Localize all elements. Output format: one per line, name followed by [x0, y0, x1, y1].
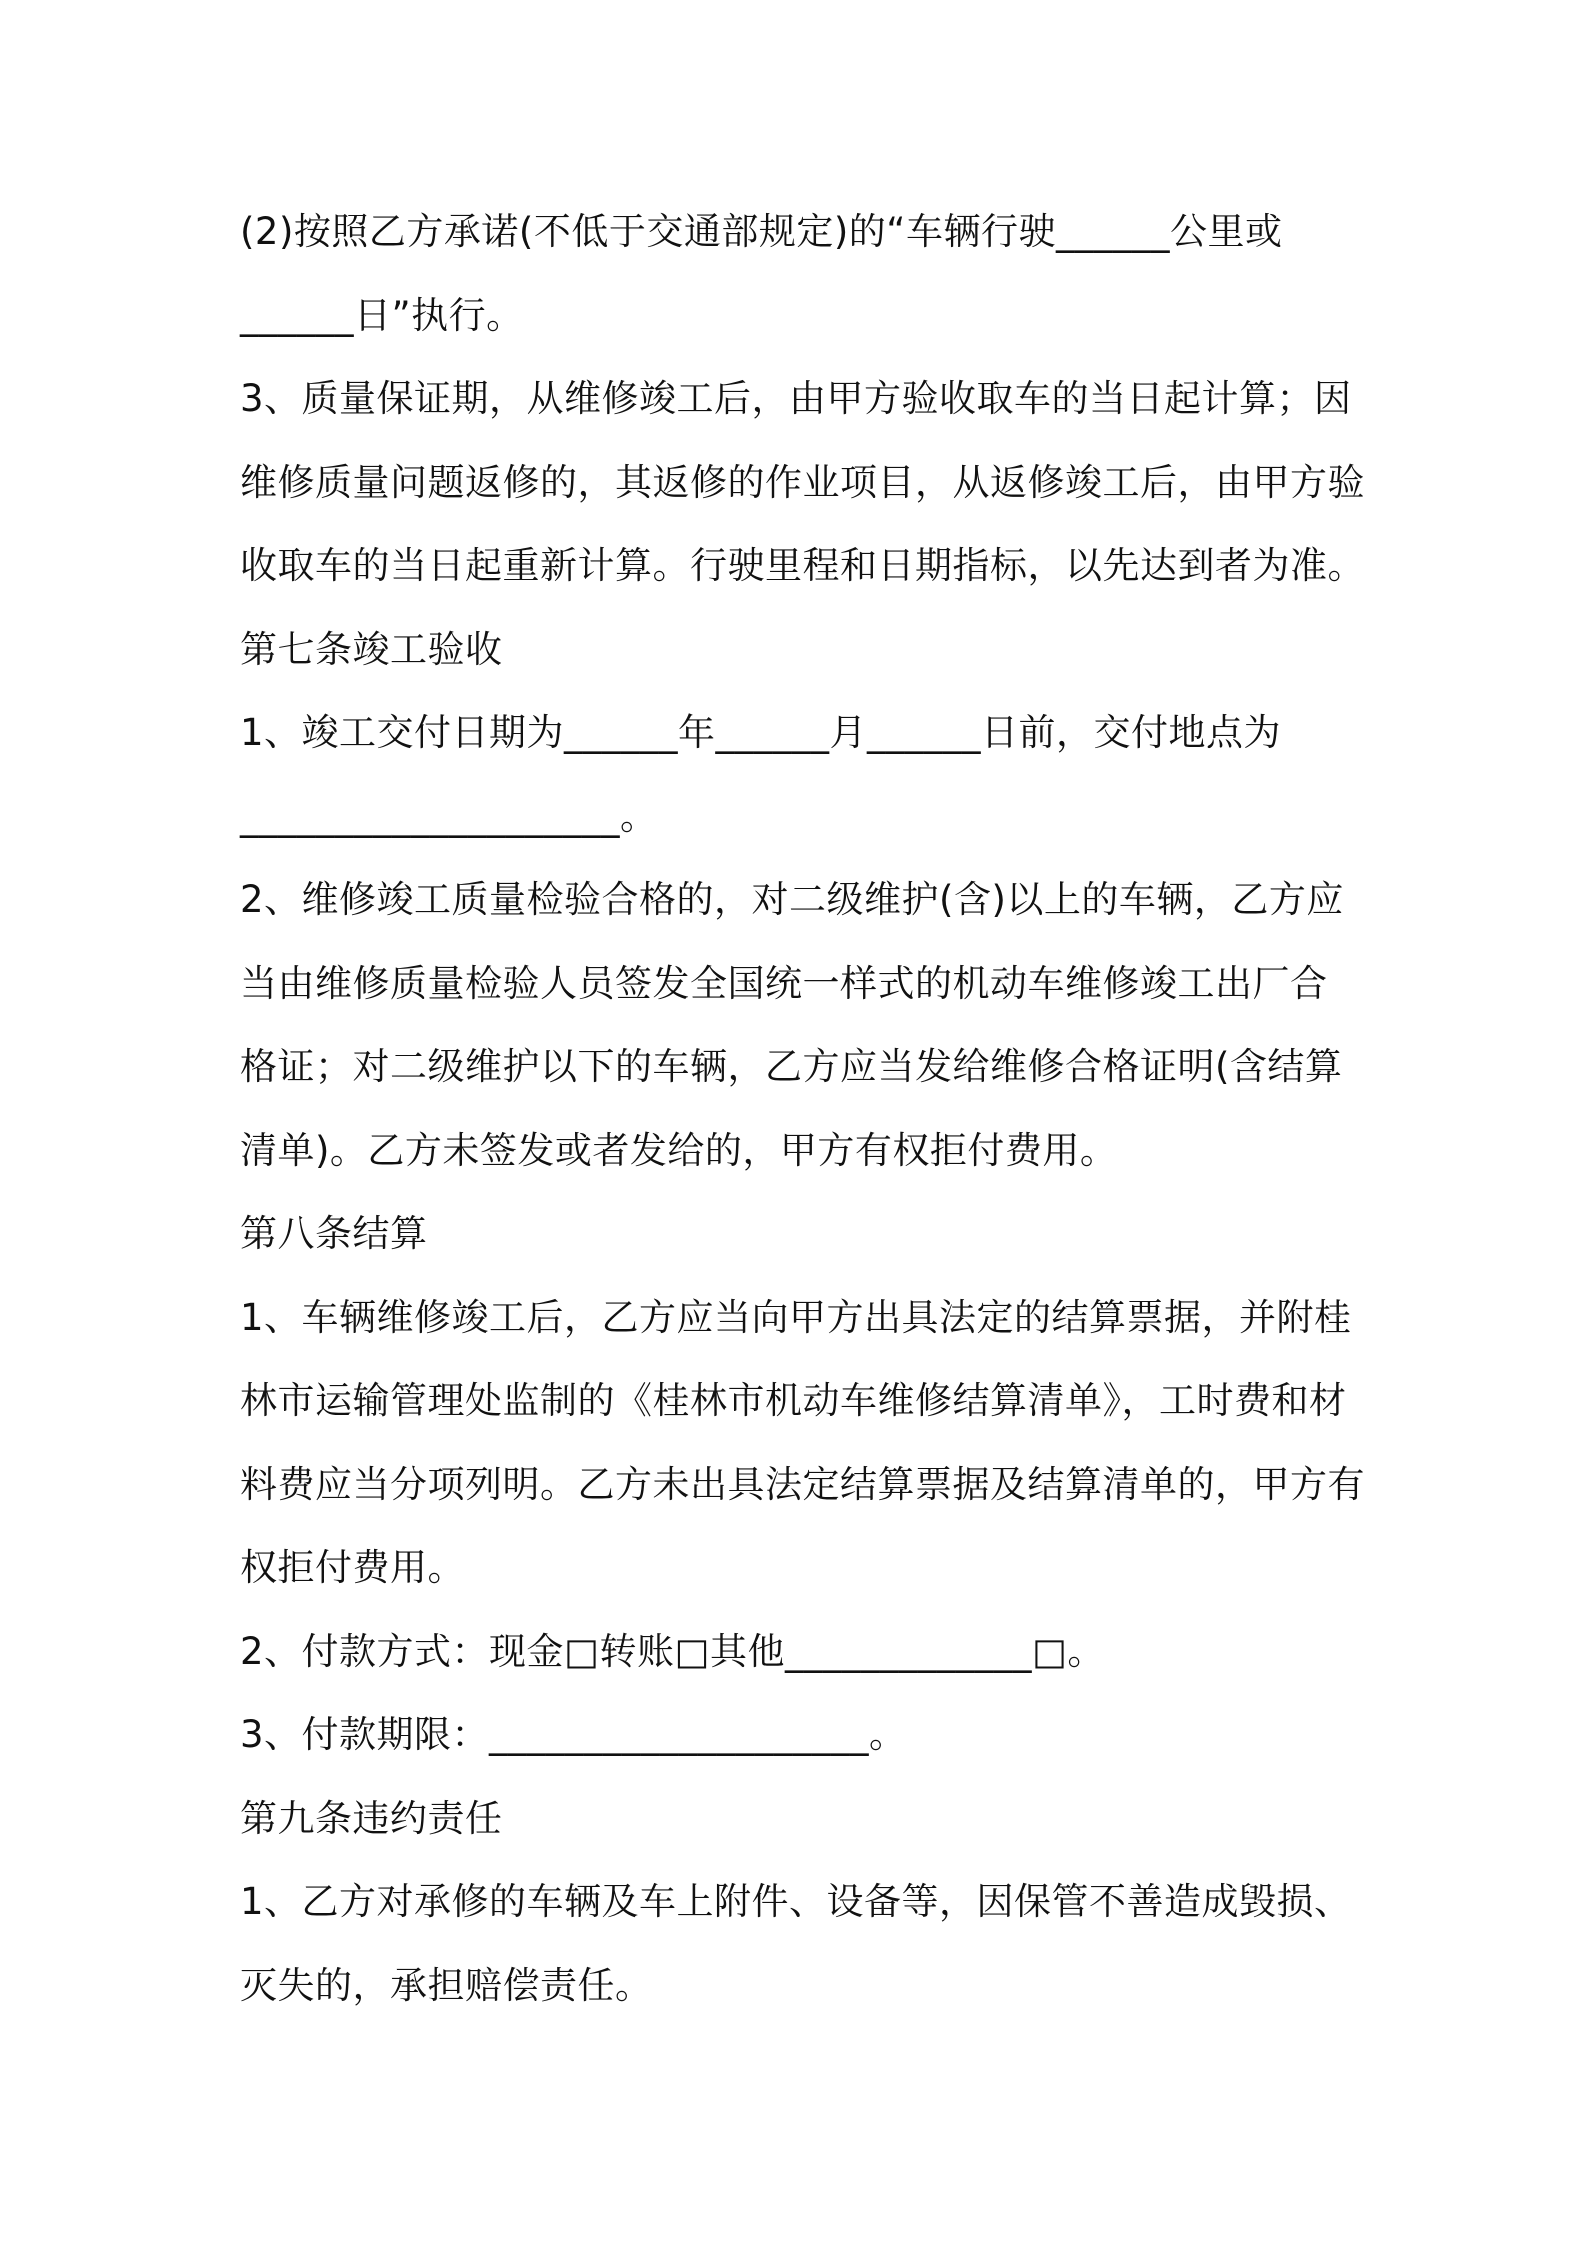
- paragraph-line: 维修质量问题返修的，其返修的作业项目，从返修竣工后，由甲方验: [240, 460, 1365, 504]
- paragraph-line: 料费应当分项列明。乙方未出具法定结算票据及结算清单的，甲方有: [240, 1462, 1365, 1506]
- paragraph-line: 清单)。乙方未签发或者发给的，甲方有权拒付费用。: [240, 1128, 1118, 1172]
- paragraph-line: 1、竣工交付日期为______年______月______日前，交付地点为: [240, 711, 1282, 754]
- paragraph-line: 灭失的，承担赔偿责任。: [240, 1963, 653, 2007]
- paragraph-line: 3、付款期限：____________________。: [240, 1713, 907, 1756]
- paragraph-line: 收取车的当日起重新计算。行驶里程和日期指标，以先达到者为准。: [240, 544, 1365, 587]
- paragraph-line: 1、车辆维修竣工后，乙方应当向甲方出具法定的结算票据，并附桂: [240, 1295, 1352, 1339]
- paragraph-line: ____________________。: [240, 794, 658, 838]
- paragraph-line: (2)按照乙方承诺(不低于交通部规定)的“车辆行驶______公里或: [240, 210, 1283, 253]
- paragraph-line: 1、乙方对承修的车辆及车上附件、设备等，因保管不善造成毁损、: [240, 1880, 1352, 1923]
- paragraph-line: 格证；对二级维护以下的车辆，乙方应当发给维修合格证明(含结算: [240, 1045, 1343, 1088]
- section-heading: 第七条竣工验收: [240, 627, 503, 671]
- document-body: [240, 190, 1365, 2027]
- paragraph-line: 3、质量保证期，从维修竣工后，由甲方验收取车的当日起计算；因: [240, 377, 1352, 420]
- paragraph-line: 林市运输管理处监制的《桂林市机动车维修结算清单》，工时费和材: [240, 1379, 1347, 1422]
- paragraph-line: 2、维修竣工质量检验合格的，对二级维护(含)以上的车辆，乙方应: [240, 878, 1344, 921]
- paragraph-line: 当由维修质量检验人员签发全国统一样式的机动车维修竣工出厂合: [240, 961, 1328, 1005]
- paragraph-line: 权拒付费用。: [240, 1546, 465, 1589]
- section-heading: 第八条结算: [240, 1212, 428, 1255]
- section-heading: 第九条违约责任: [240, 1796, 503, 1840]
- paragraph-line: 2、付款方式：现金□转账□其他_____________□。: [240, 1629, 1105, 1673]
- paragraph-line: ______日”执行。: [240, 293, 524, 337]
